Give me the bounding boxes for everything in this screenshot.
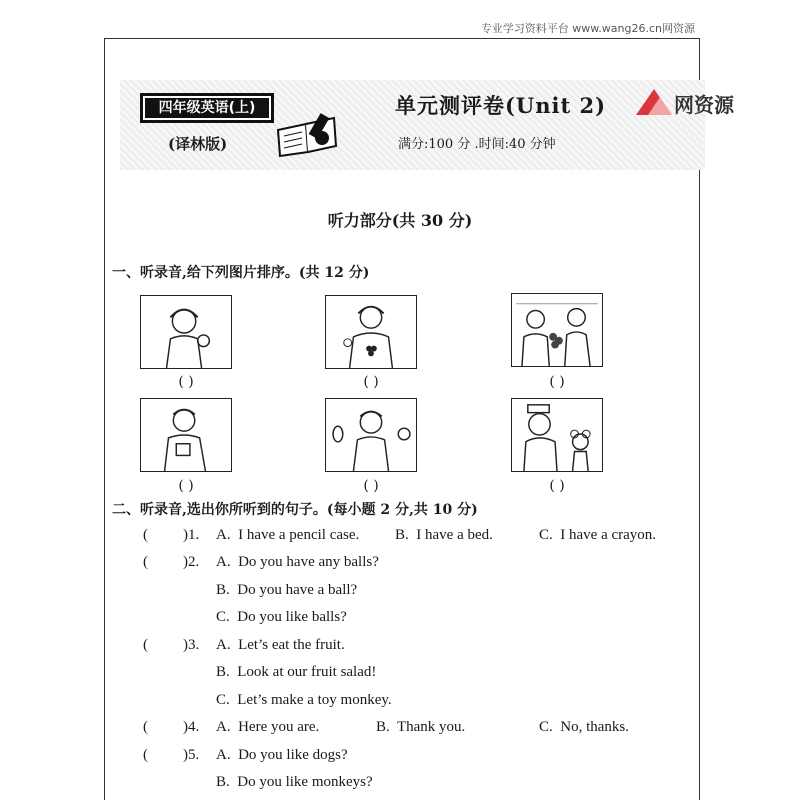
item-number: )1. (183, 527, 200, 543)
order-blank[interactable]: ( ) (363, 374, 379, 390)
grade-label: 四年级英语(上) (140, 93, 274, 123)
order-blank[interactable]: ( ) (363, 478, 379, 494)
option-b: B. Thank you. (376, 719, 466, 735)
picture-girl-with-apple (140, 295, 232, 369)
test-title: 单元测评卷(Unit 2) (395, 93, 607, 118)
option-a: A. Here you are. (216, 719, 320, 735)
picture-monkey-and-mouse (511, 398, 603, 472)
order-blank[interactable]: ( ) (178, 478, 194, 494)
site-watermark: 专业学习资料平台 www.wang26.cn网资源 (480, 22, 695, 35)
option-c: C. I have a crayon. (539, 527, 657, 543)
boy-with-fruits-icon (326, 399, 416, 471)
option-a: A. Let’s eat the fruit. (216, 637, 345, 653)
option-c: C. Let’s make a toy monkey. (216, 692, 392, 708)
brand-logo-text: 网资源 (674, 93, 734, 117)
girl-with-apple-icon (141, 296, 231, 368)
option-b: B. Look at our fruit salad! (216, 664, 377, 680)
picture-man-and-girl-with-fruit (511, 293, 603, 367)
option-a: A. I have a pencil case. (216, 527, 360, 543)
score-time-info: 满分:100 分 .时间:40 分钟 (398, 137, 556, 152)
section-title: 听力部分(共 30 分) (327, 211, 473, 230)
option-b: B. I have a bed. (395, 527, 493, 543)
item-number: )4. (183, 719, 200, 735)
order-blank[interactable]: ( ) (549, 478, 565, 494)
answer-blank[interactable]: ( (143, 719, 148, 735)
book-icon (274, 110, 344, 158)
item-number: )5. (183, 747, 200, 763)
item-number: )2. (183, 554, 200, 570)
answer-blank[interactable]: ( (143, 554, 148, 570)
option-b: B. Do you have a ball? (216, 582, 358, 598)
woman-with-grapes-icon (326, 296, 416, 368)
picture-boy-with-fruits (325, 398, 417, 472)
edition-label: (译林版) (168, 135, 228, 153)
option-c: C. Do you like balls? (216, 609, 347, 625)
order-blank[interactable]: ( ) (178, 374, 194, 390)
answer-blank[interactable]: ( (143, 747, 148, 763)
option-a: A. Do you like dogs? (216, 747, 348, 763)
answer-blank[interactable]: ( (143, 637, 148, 653)
option-c: C. No, thanks. (539, 719, 629, 735)
monkey-and-mouse-icon (512, 399, 602, 471)
question-2-title: 二、听录音,选出你所听到的句子。(每小题 2 分,共 10 分) (112, 502, 478, 518)
question-1-title: 一、听录音,给下列图片排序。(共 12 分) (112, 265, 370, 281)
picture-woman-with-grapes (325, 295, 417, 369)
option-b: B. Do you like monkeys? (216, 774, 373, 790)
option-a: A. Do you have any balls? (216, 554, 379, 570)
order-blank[interactable]: ( ) (549, 374, 565, 390)
picture-boy-with-cup (140, 398, 232, 472)
item-number: )3. (183, 637, 200, 653)
answer-blank[interactable]: ( (143, 527, 148, 543)
man-and-girl-with-fruit-icon (512, 294, 602, 366)
boy-with-cup-icon (141, 399, 231, 471)
